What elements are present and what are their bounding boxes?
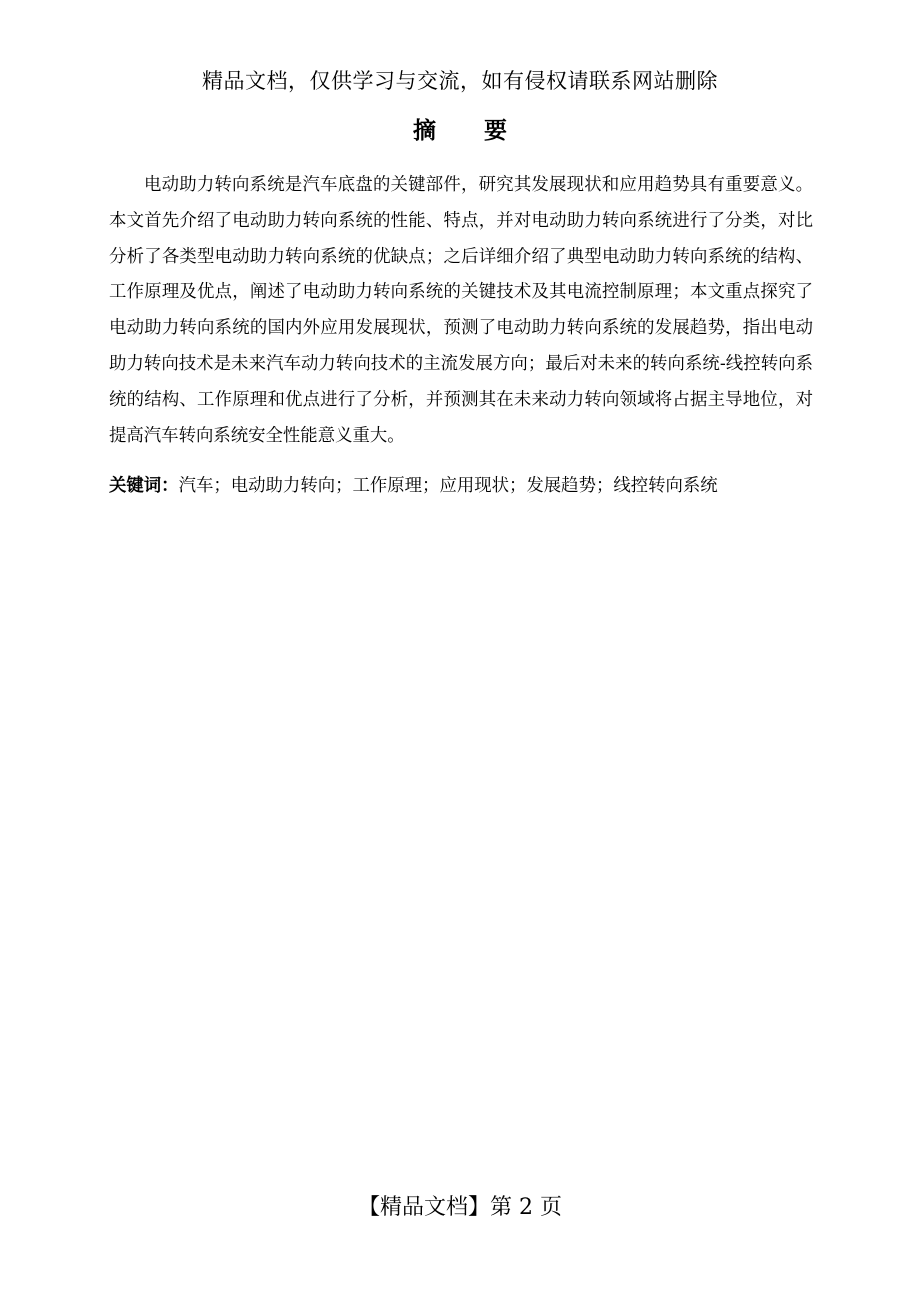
keywords-label: 关键词： xyxy=(109,476,179,496)
page-number: 2 xyxy=(519,1195,533,1220)
keywords-line xyxy=(109,469,813,503)
footer-suffix: 页 xyxy=(540,1195,563,1220)
footer-prefix: 【精品文档】第 xyxy=(357,1195,512,1220)
keywords-text: 汽车；电动助力转向；工作原理；应用现状；发展趋势；线控转向系统 xyxy=(178,476,718,496)
header-disclaimer: 精品文档，仅供学习与交流，如有侵权请联系网站删除 xyxy=(202,69,718,93)
page-footer xyxy=(0,1190,920,1226)
abstract-body: 电动助力转向系统是汽车底盘的关键部件，研究其发展现状和应用趋势具有重要意义。本文首先介绍了电动助力转向系统的性能、特点，并对电动助力转向系统进行了分类，对比分析了各类型电动助力转向系统的优缺点；之后详细介绍了典型电动助力转向系统的结构、工作原理及优点，阐述了电动助力转向系统的关键技术及其电流控制原理；本文重点探究了电动助力转向系统的国内外应用发展现状，预测了电动助力转向系统的发展趋势，指出电动助力转向技术是未来汽车动力转向技术的主流发展方向；最后对未来的转向系统-线控转向系统的结构、工作原理和优点进行了分析，并预测其在未来动力转向领域将占据主导地位，对提高汽车转向系统安全性能意义重大。 xyxy=(109,175,813,446)
abstract-title: 摘 要 xyxy=(412,117,527,144)
